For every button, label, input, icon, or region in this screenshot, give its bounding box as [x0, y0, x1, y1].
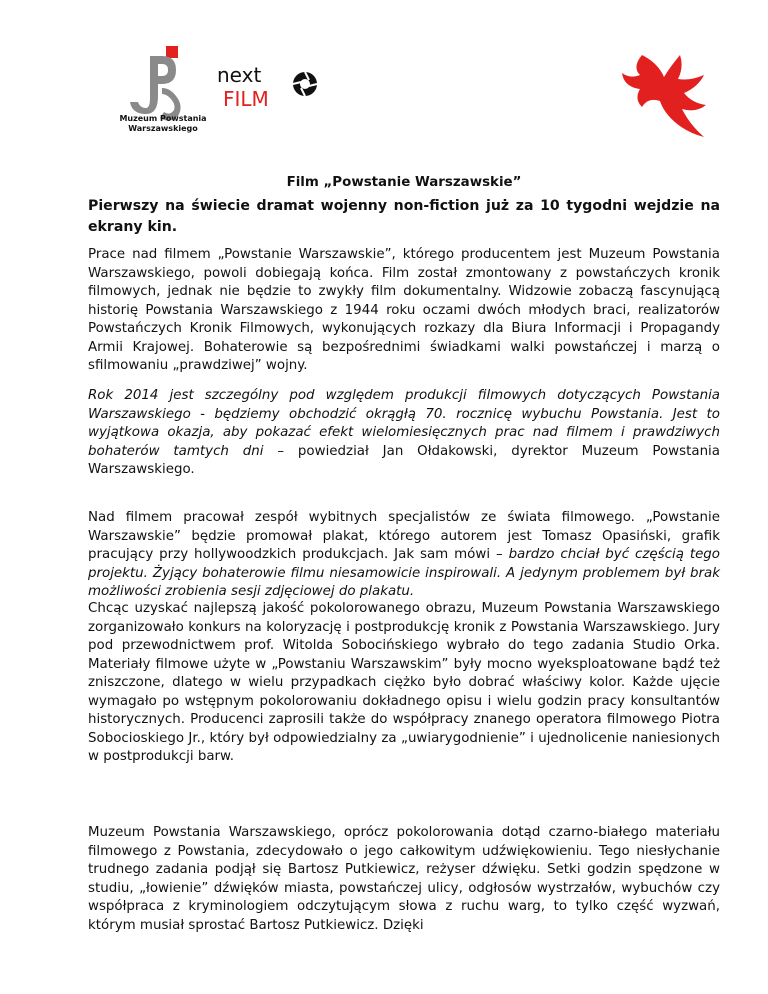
paragraph-1: Prace nad filmem „Powstanie Warszawskie”, którego producentem jest Muzeum Powstania Warszawskiego, powoli dobiegają końca. Film został zmontowany z powstańczych kronik filmowych, jednak nie będzie to zwykły film dokumentalny. Widzowie zobaczą fascynującą historię Powstania Warszawskiego z 1944 roku oczami dwóch młodych braci, realizatorów Powstańczych Kronik Filmowych, wykonujących rozkazy dla Biura Informacji i Propagandy Armii Krajowej. Bohaterowie są bezpośrednimi świadkami walki powstańczej i marzą o sfilmowaniu „prawdziwej” wojny.: [88, 247, 720, 373]
paragraph-2: [88, 387, 720, 480]
paragraph-2-attribution: – powiedział Jan Ołdakowski, dyrektor Muzeum Powstania Warszawskiego.: [88, 443, 720, 477]
paragraph-3-quote: bardzo chciał być częścią tego projektu. Żyjący bohaterowie filmu niesamowicie inspirowali. A jedynym problemem był brak możliwości zrobienia sesji zdjęciowej do plakatu.: [88, 547, 720, 599]
muzeum-caption: [100, 114, 226, 133]
muzeum-caption-line2: Warszawskiego: [128, 123, 198, 133]
next-film-logo: [215, 62, 325, 112]
paragraph-3-text: Nad filmem pracował zespół wybitnych specjalistów ze świata filmowego. „Powstanie Warszawskie” będzie promował plakat, którego autorem jest Tomasz Opasiński, grafik pracujący przy hollywoodzkich produkcjach. Jak sam mówi –: [88, 510, 720, 562]
red-bird-logo: [612, 45, 712, 145]
paragraph-4: Chcąc uzyskać najlepszą jakość pokolorowanego obrazu, Muzeum Powstania Warszawskiego zorganizowało konkurs na koloryzację i postprodukcję kronik z Powstania Warszawskiego. Jury pod przewodnictwem prof. Witolda Sobocińskiego wybrało do tego zadania Studio Orka. Materiały filmowe użyte w „Powstaniu Warszawskim” były mocno wyeksploatowane bądź też zniszczone, dlatego w wielu przypadkach ciężko było dobrać właściwy kolor. Każde ujęcie wymagało po wstępnym pokolorowaniu dokładnego opisu i wielu godzin pracy konsultantów historycznych. Producenci zaprosili także do współpracy znanego operatora filmowego Piotra Sobocioskiego Jr., który był odpowiedzialny za „uwiarygodnienie” i ujednolicenie naniesionych w postprodukcji barw.: [88, 601, 720, 764]
document-title: Film „Powstanie Warszawskie”: [286, 175, 522, 190]
paragraph-5: Muzeum Powstania Warszawskiego, oprócz pokolorowania dotąd czarno-białego materiału filmowego z Powstania, zdecydowało o jego całkowitym udźwiękowieniu. Tego niesłychanie trudnego zadania podjął się Bartosz Putkiewicz, reżyser dźwięku. Setki godzin spędzone w studiu, „łowienie” dźwięków miasta, powstańczej ulicy, odgłosów wystrzałów, wybuchów czy współpraca z kryminologiem odczytującym słowa z ruchu warg, to tylko część wyzwań, którym musiał sprostać Bartosz Putkiewicz. Dzięki: [88, 825, 720, 933]
muzeum-caption-line1: Muzeum Powstania: [119, 114, 207, 123]
next-logo-text: next: [217, 63, 262, 87]
lead-heading: Pierwszy na świecie dramat wojenny non-fiction już za 10 tygodni wejdzie na ekrany kin.: [88, 198, 720, 235]
paragraph-2-quote: Rok 2014 jest szczególny pod względem produkcji filmowych dotyczących Powstania Warszawskiego - będziemy obchodzić okrągłą 70. rocznicę wybuchu Powstania. Jest to wyjątkowa okazja, aby pokazać efekt wielomiesięcznych prac nad filmem i prawdziwych bohaterów tamtych dni: [88, 388, 720, 459]
film-logo-text: FILM: [223, 87, 269, 111]
paragraph-3: [88, 509, 720, 602]
